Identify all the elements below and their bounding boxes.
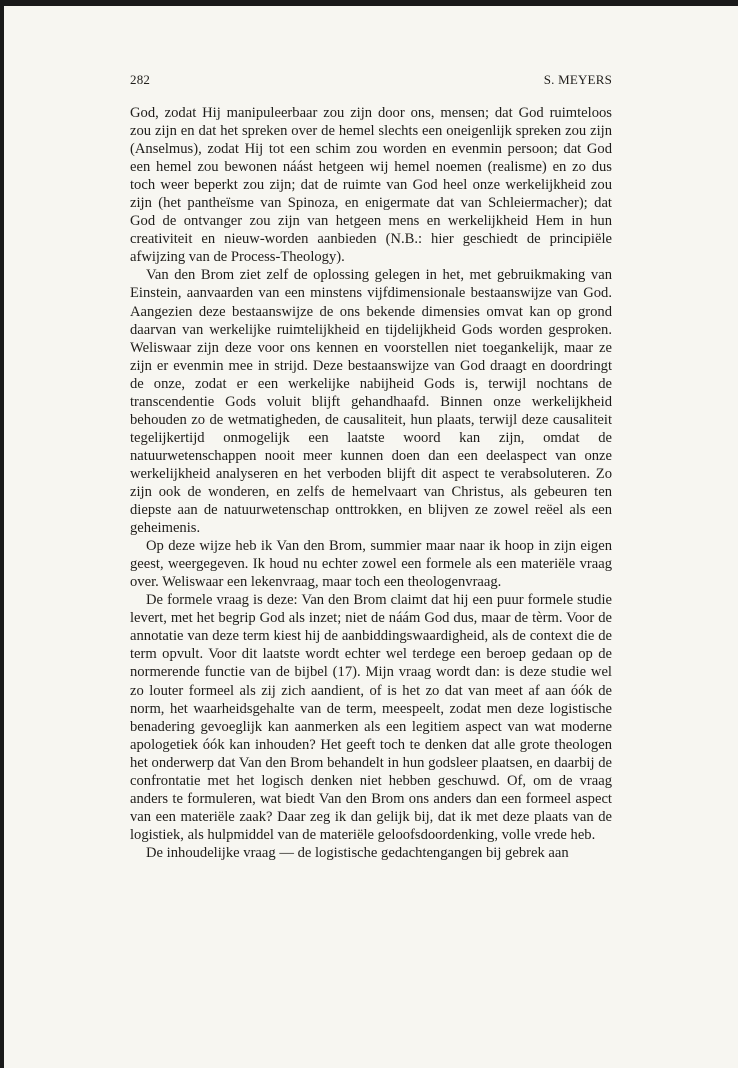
paragraph: De formele vraag is deze: Van den Brom claimt dat hij een puur formele studie levert, met het begrip God als inzet; niet de náám God dus, maar de tèrm. Voor de annotatie van deze term kiest hij de aanbiddingswaardigheid, als de context die de term opvult. Voor dit laatste wordt echter wel terdege een beroep gedaan op de normerende functie van de bijbel (17). Mijn vraag wordt dan: is deze studie wel zo louter formeel als zij zich aandient, of is het zo dat van meet af aan óók de norm, het waarheidsgehalte van de term, meespeelt, zodat men deze logistische benadering gevoeglijk kan aanmerken als een legitiem aspect van wat moderne apologetiek óók kan inhouden? Het geeft toch te denken dat alle grote theologen het onderwerp dat Van den Brom behandelt in hun godsleer plaatsen, en daarbij de confrontatie met het logisch denken niet hebben geschuwd. Of, om de vraag anders te formuleren, wat biedt Van den Brom ons anders dan een formeel aspect van een materiële zaak? Daar zeg ik dan gelijk bij, dat ik met deze plaats van de logistiek, als hulpmiddel van de materiële geloofsdoordenking, volle vrede heb. [130,592,612,843]
body-text [130,104,612,862]
paragraph: Van den Brom ziet zelf de oplossing gelegen in het, met gebruikmaking van Einstein, aanvaarden van een minstens vijfdimensionale bestaanswijze van God. Aangezien deze bestaanswijze de ons bekende dimensies omvat kan op grond daarvan van werkelijke ruimtelijkheid en tijdelijkheid Gods worden gesproken. Weliswaar zijn deze voor ons kennen en voorstellen niet toegankelijk, maar ze zijn er evenmin mee in strijd. Deze bestaanswijze van God draagt en doordringt de onze, zodat er een werkelijke nabijheid Gods is, terwijl nochtans de transcendentie Gods voluit blijft gehandhaafd. Binnen onze werkelijkheid behouden zo de wetmatigheden, de causaliteit, hun plaats, terwijl deze causaliteit tegelijkertijd onmogelijk een laatste woord kan zijn, omdat de natuurwetenschappen nooit meer kunnen doen dan een deelaspect van onze werkelijkheid analyseren en het verboden blijft dit aspect te verabsoluteren. Zo zijn ook de wonderen, en zelfs de hemelvaart van Christus, als gebeuren ten diepste aan de natuurwetenschap onttrokken, en blijven ze zowel reëel als een geheimenis. [130,267,612,537]
paragraph: Op deze wijze heb ik Van den Brom, summier maar naar ik hoop in zijn eigen geest, weergegeven. Ik houd nu echter zowel een formele als een materiële vraag over. Weliswaar een lekenvraag, maar toch een theologenvraag. [130,538,612,591]
scan-border-left [0,0,4,1068]
paragraph: God, zodat Hij manipuleerbaar zou zijn door ons, mensen; dat God ruimteloos zou zijn en dat het spreken over de hemel slechts een oneigenlijk spreken zou zijn (Anselmus), zodat Hij tot een schim zou worden en evenmin persoon; dat God een hemel zou bewonen náást hetgeen wij hemel noemen (realisme) en zo dus toch weer beperkt zou zijn; dat de ruimte van God heel onze werkelijkheid zou zijn (het pantheïsme van Spinoza, en enigermate dat van Schleiermacher); dat God de ontvanger zou zijn van hetgeen mens en werkelijkheid Hem in hun creativiteit en nieuw-worden aanbieden (N.B.: hier geschiedt de principiële afwijzing van de Process-Theology). [130,105,612,266]
scan-border-top [0,0,738,6]
running-head-author: S. MEYERS [543,72,612,87]
page-number: 282 [130,72,151,87]
paragraph: De inhoudelijke vraag — de logistische gedachtengangen bij gebrek aan [146,844,569,861]
running-header [130,72,612,88]
